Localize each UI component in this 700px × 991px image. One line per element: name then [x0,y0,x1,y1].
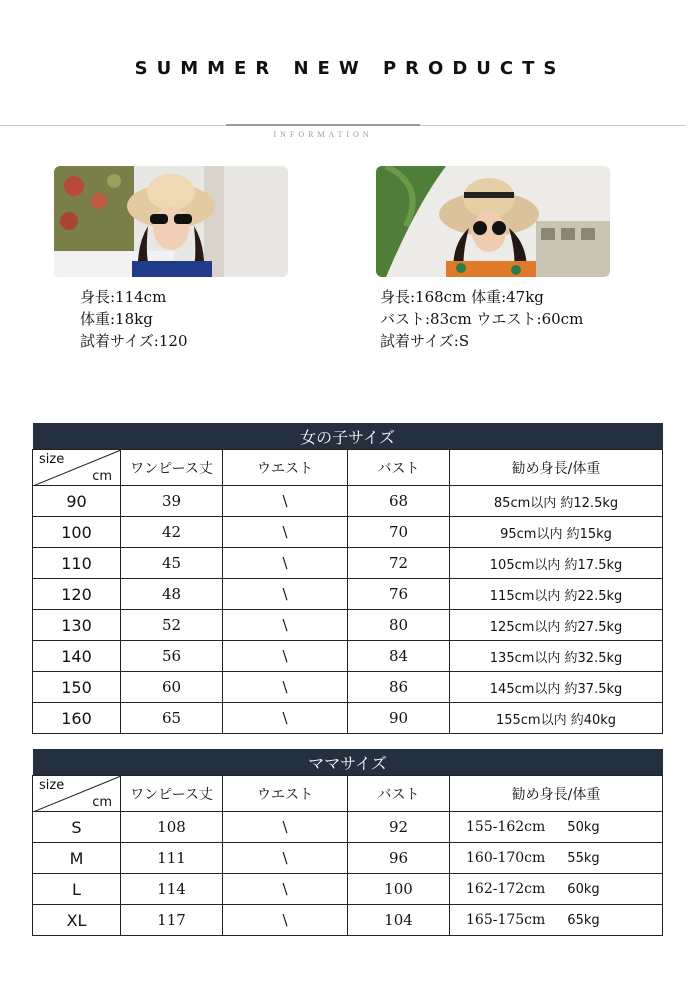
bust-cell: 86 [348,672,450,703]
size-cell: M [33,843,121,874]
corner-size-label: size [39,778,65,793]
bust-cell: 68 [348,486,450,517]
length-cell: 48 [121,579,223,610]
waist-cell: \ [223,812,348,843]
header-title: SUMMER NEW PRODUCTS [134,58,566,79]
corner-size-label: size [39,452,65,467]
recommend-cell: 145cm以内 約37.5kg [450,672,663,703]
table-row [33,905,663,936]
size-cell: 120 [33,579,121,610]
recommend-cell: 105cm以内 約17.5kg [450,548,663,579]
bust-cell: 84 [348,641,450,672]
header-subtitle: INFORMATION [273,130,373,139]
waist-cell: \ [223,843,348,874]
column-header: 勧め身長/体重 [450,776,663,812]
waist-cell: \ [223,703,348,734]
weight-value: 50kg [567,820,600,835]
weight-value: 60kg [567,882,600,897]
size-cell: 90 [33,486,121,517]
bust-cell: 96 [348,843,450,874]
height-range: 160-170cm [466,850,546,866]
waist-cell: \ [223,610,348,641]
corner-unit-label: cm [92,795,112,810]
table-row [33,517,663,548]
waist-cell: \ [223,672,348,703]
recommend-cell: 85cm以内 約12.5kg [450,486,663,517]
size-cell: 160 [33,703,121,734]
model-info-line: 試着サイズ:S [380,332,470,350]
weight-value: 55kg [567,851,600,866]
waist-cell: \ [223,641,348,672]
model-info-line: 体重:18kg [80,310,153,328]
size-cell: 100 [33,517,121,548]
mama-size-table [32,749,663,936]
height-range: 165-175cm [466,912,546,928]
bust-cell: 76 [348,579,450,610]
model-info-line: 身長:168cm 体重:47kg [380,288,544,306]
model-info-line: バスト:83cm ウエスト:60cm [380,310,584,328]
bust-cell: 100 [348,874,450,905]
recommend-cell: 135cm以内 約32.5kg [450,641,663,672]
recommend-cell: 125cm以内 約27.5kg [450,610,663,641]
length-cell: 65 [121,703,223,734]
mama-table-title: ママサイズ [33,749,663,776]
bust-cell: 92 [348,812,450,843]
recommend-cell: 95cm以内 約15kg [450,517,663,548]
column-header: ウエスト [223,450,348,486]
table-row [33,610,663,641]
table-row [33,703,663,734]
length-cell: 42 [121,517,223,548]
kids-size-table [32,423,663,734]
length-cell: 60 [121,672,223,703]
size-cell: L [33,874,121,905]
weight-value: 65kg [567,913,600,928]
model-info-adult [380,286,583,352]
length-cell: 117 [121,905,223,936]
length-cell: 45 [121,548,223,579]
length-cell: 39 [121,486,223,517]
size-cell: S [33,812,121,843]
waist-cell: \ [223,486,348,517]
recommend-cell: 115cm以内 約22.5kg [450,579,663,610]
size-cell: 150 [33,672,121,703]
table-corner-cell [33,450,121,486]
bust-cell: 70 [348,517,450,548]
table-row [33,548,663,579]
length-cell: 114 [121,874,223,905]
column-header: ワンピース丈 [121,450,223,486]
waist-cell: \ [223,548,348,579]
size-cell: 140 [33,641,121,672]
table-row [33,812,663,843]
column-header: バスト [348,776,450,812]
column-header: 勧め身長/体重 [450,450,663,486]
recommend-cell [450,905,663,936]
table-corner-cell [33,776,121,812]
column-header: バスト [348,450,450,486]
bust-cell: 104 [348,905,450,936]
recommend-cell [450,874,663,905]
size-cell: 110 [33,548,121,579]
length-cell: 56 [121,641,223,672]
size-cell: 130 [33,610,121,641]
size-cell: XL [33,905,121,936]
model-info-child [80,286,188,352]
table-row [33,579,663,610]
table-row [33,672,663,703]
model-info-line: 試着サイズ:120 [80,332,188,350]
column-header: ウエスト [223,776,348,812]
length-cell: 52 [121,610,223,641]
length-cell: 111 [121,843,223,874]
table-row [33,843,663,874]
bust-cell: 72 [348,548,450,579]
table-row [33,641,663,672]
kids-table-title: 女の子サイズ [33,423,663,450]
header-divider-accent [226,124,420,126]
table-row [33,874,663,905]
model-photo-adult [376,166,610,277]
model-info-line: 身長:114cm [80,288,167,306]
bust-cell: 80 [348,610,450,641]
waist-cell: \ [223,905,348,936]
corner-unit-label: cm [92,469,112,484]
bust-cell: 90 [348,703,450,734]
column-header: ワンピース丈 [121,776,223,812]
recommend-cell [450,843,663,874]
table-row [33,486,663,517]
waist-cell: \ [223,874,348,905]
length-cell: 108 [121,812,223,843]
recommend-cell [450,812,663,843]
waist-cell: \ [223,579,348,610]
height-range: 155-162cm [466,819,546,835]
recommend-cell: 155cm以内 約40kg [450,703,663,734]
waist-cell: \ [223,517,348,548]
model-photo-child [54,166,288,277]
height-range: 162-172cm [466,881,546,897]
